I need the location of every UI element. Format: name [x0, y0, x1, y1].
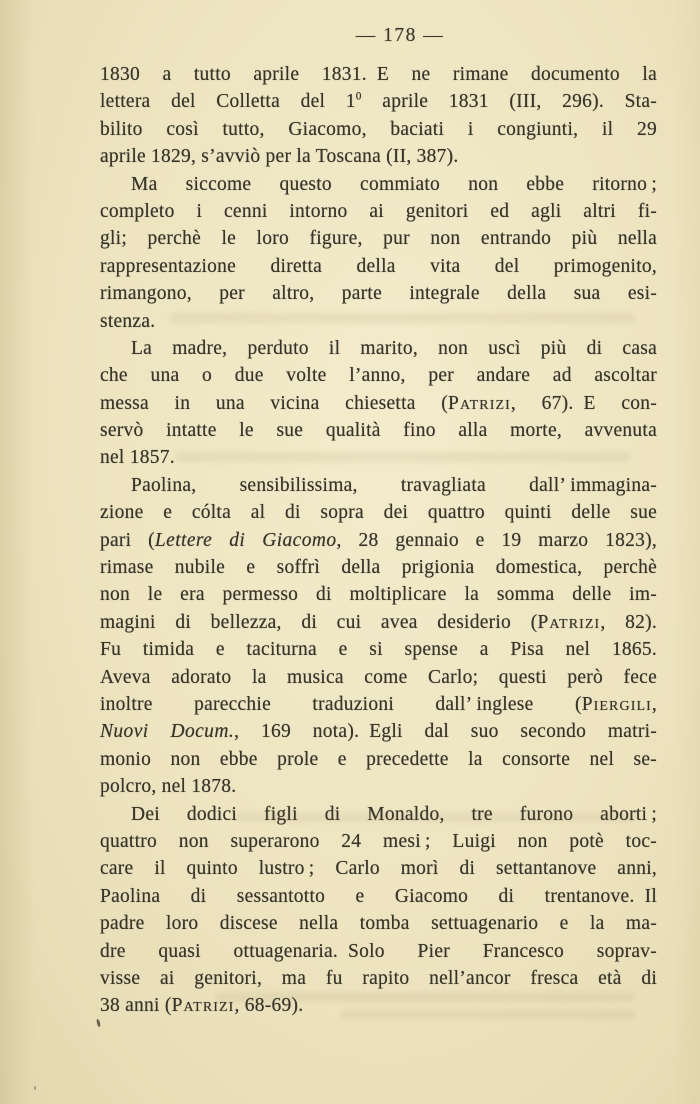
paragraph [100, 335, 657, 472]
text-segment: , 28 gennaio e 19 marzo 1823), [336, 529, 657, 551]
text-line [100, 198, 657, 225]
ink-speck [34, 1086, 36, 1090]
text-line [100, 992, 657, 1019]
text-line [100, 801, 657, 828]
text-line [100, 88, 657, 115]
text-segment: lettera del Colletta del 1 [100, 91, 356, 113]
text-segment: , 67). E con- [510, 392, 657, 414]
text-segment: , 68-69). [234, 995, 304, 1017]
text-line [100, 253, 657, 280]
text-segment: , [651, 693, 657, 715]
text-line [100, 910, 657, 937]
text-line [100, 609, 657, 636]
text-segment: Dei dodici figli di Monaldo, tre furono aborti ; [131, 803, 657, 825]
text-segment: Paolina, sensibilissima, travagliata dall’ immagina- [131, 474, 657, 496]
text-line [100, 691, 657, 718]
paragraph [100, 801, 657, 1020]
text-segment: 38 anni ( [100, 995, 172, 1017]
text-segment: inoltre parecchie traduzioni dall’ inglese ( [100, 693, 582, 715]
text-segment: Fu timida e taciturna e si spense a Pisa nel 1865. [100, 639, 657, 661]
text-segment: quattro non superarono 24 mesi ; Luigi non potè toc- [100, 830, 657, 852]
text-segment-sc: Patrizi [537, 611, 601, 633]
ink-speck [96, 1019, 101, 1027]
text-segment: gli; perchè le loro figure, pur non entrando più nella [100, 228, 657, 250]
text-segment: aprile 1829, s’avviò per la Toscana (II, 387). [100, 146, 459, 168]
text-segment: aprile 1831 (III, 296). Sta- [361, 91, 657, 113]
text-segment: nel 1857. [100, 447, 175, 469]
text-line [100, 417, 657, 444]
text-line [100, 746, 657, 773]
paragraph [100, 472, 657, 801]
paragraph [100, 61, 657, 171]
text-segment: pari ( [100, 529, 155, 551]
text-segment: , 82). [600, 611, 657, 633]
text-line [100, 472, 657, 499]
text-segment: rimase nubile e soffrì della prigionia domestica, perchè [100, 557, 657, 579]
text-line [100, 527, 657, 554]
text-segment-i: Nuovi Docum. [100, 721, 235, 743]
text-segment-sup: 0 [355, 90, 362, 103]
text-line [100, 171, 657, 198]
text-line [100, 225, 657, 252]
text-line [100, 499, 657, 526]
text-segment: Aveva adorato la musica come Carlo; questi però fece [100, 666, 657, 688]
text-line [100, 581, 657, 608]
text-segment: non le era permesso di moltiplicare la somma delle im- [100, 584, 657, 606]
text-segment: Paolina di sessantotto e Giacomo di trentanove. Il [100, 885, 657, 907]
text-segment: Ma siccome questo commiato non ebbe ritorno ; [131, 173, 657, 195]
text-segment-i: Lettere di Giacomo [154, 529, 337, 551]
text-line [100, 280, 657, 307]
text-segment: padre loro discese nella tomba settuagenario e la ma- [100, 913, 657, 935]
text-segment-sc: Piergili [581, 693, 652, 715]
text-segment: magini di bellezza, di cui avea desiderio ( [100, 611, 538, 633]
text-segment: 1830 a tutto aprile 1831. E ne rimane documento la [100, 64, 657, 85]
text-block [100, 61, 657, 1020]
paragraph [100, 171, 657, 335]
text-line [100, 855, 657, 882]
text-line [100, 828, 657, 855]
text-line [100, 116, 657, 143]
text-segment: rappresentazione diretta della vita del primogenito, [100, 255, 657, 277]
text-segment: , 169 nota). Egli dal suo secondo matri- [234, 721, 657, 743]
text-segment: messa in una vicina chiesetta ( [100, 392, 449, 414]
text-segment: visse ai genitori, ma fu rapito nell’ancor fresca età di [100, 967, 657, 989]
text-segment: che una o due volte l’anno, per andare ad ascoltar [100, 365, 657, 387]
text-segment: stenza. [100, 310, 156, 332]
text-line [100, 773, 657, 800]
text-segment: care il quinto lustro ; Carlo morì di settantanove anni, [100, 858, 657, 880]
text-line [100, 883, 657, 910]
text-line [100, 308, 657, 335]
text-segment: La madre, perduto il marito, non uscì più di casa [131, 337, 657, 359]
text-line [100, 938, 657, 965]
text-segment: monio non ebbe prole e precedette la consorte nel se- [100, 748, 657, 770]
text-line [100, 554, 657, 581]
text-line [100, 636, 657, 663]
text-line [100, 390, 657, 417]
text-line [100, 444, 657, 471]
text-line [100, 965, 657, 992]
text-line [100, 718, 657, 745]
page-number: — 178 — [355, 25, 445, 46]
text-line [100, 362, 657, 389]
text-segment-sc: Patrizi [171, 995, 235, 1017]
text-segment: servò intatte le sue qualità fino alla morte, avvenuta [100, 420, 657, 442]
text-line [100, 335, 657, 362]
text-segment-sc: Patrizi [448, 392, 511, 414]
text-segment: bilito così tutto, Giacomo, baciati i congiunti, il 29 [100, 118, 657, 140]
text-line [100, 143, 657, 170]
text-segment: rimangono, per altro, parte integrale della sua esi- [100, 283, 657, 305]
text-segment: dre quasi ottuagenaria. Solo Pier Francesco soprav- [100, 940, 657, 962]
text-line [100, 61, 657, 88]
text-segment: completo i cenni intorno ai genitori ed agli altri fi- [100, 200, 657, 222]
text-line [100, 664, 657, 691]
text-segment: polcro, nel 1878. [100, 776, 237, 798]
text-segment: zione e cólta al di sopra dei quattro quinti delle sue [100, 502, 657, 524]
